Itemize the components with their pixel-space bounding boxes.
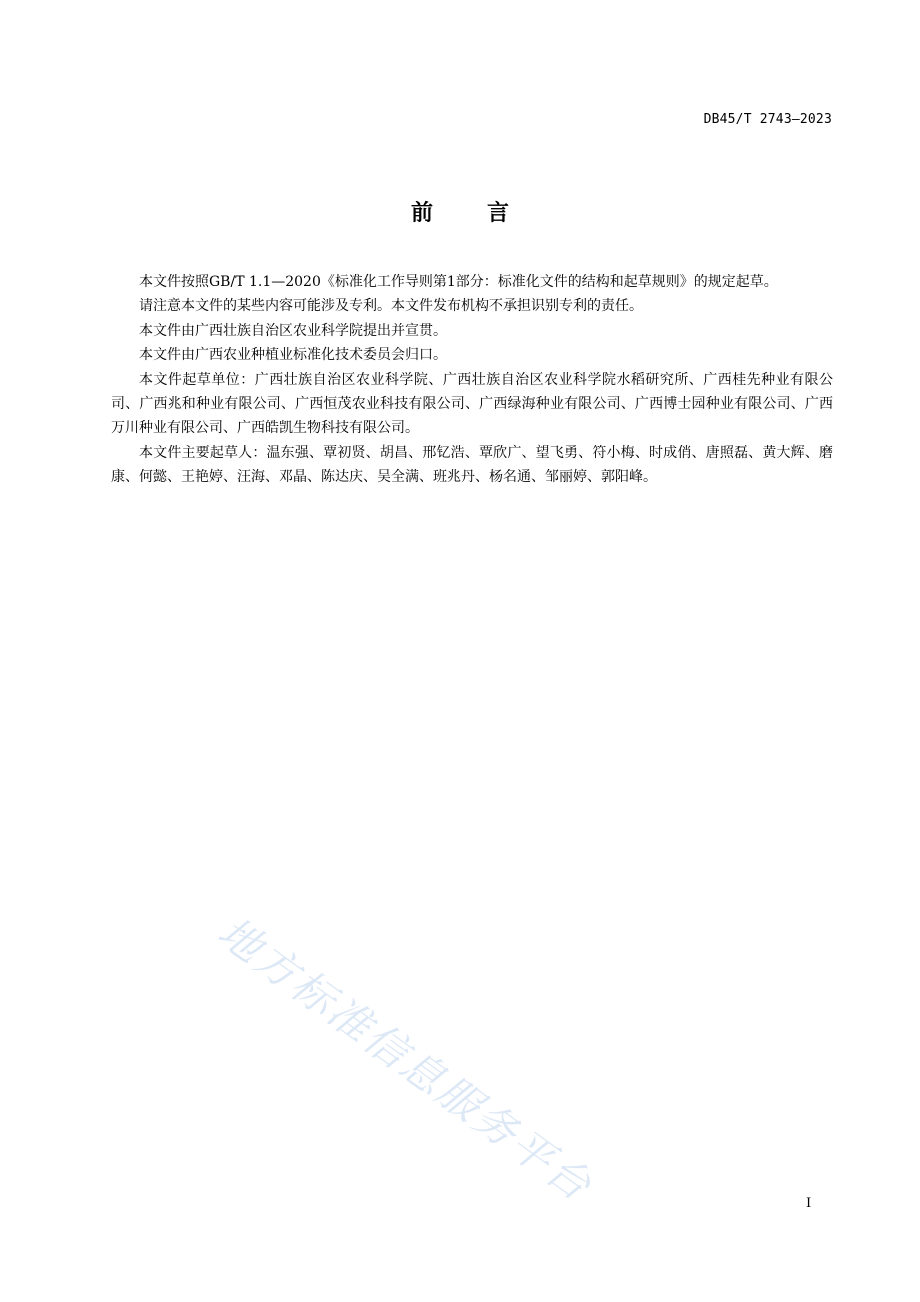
foreword-body	[111, 270, 833, 490]
paragraph-drafters: 本文件主要起草人：温东强、覃初贤、胡昌、邢钇浩、覃欣广、望飞勇、符小梅、时成俏、唐照磊、黄大辉、磨康、何懿、王艳婷、汪海、邓晶、陈达庆、吴全满、班兆丹、杨名通、邹丽婷、郭阳峰。	[111, 444, 833, 486]
paragraph-drafting-units: 本文件起草单位：广西壮族自治区农业科学院、广西壮族自治区农业科学院水稻研究所、广西桂先种业有限公司、广西兆和种业有限公司、广西恒茂农业科技有限公司、广西绿海种业有限公司、广西博士园种业有限公司、广西万川种业有限公司、广西皓凯生物科技有限公司。	[111, 371, 833, 437]
document-code: DB45/T 2743—2023	[703, 112, 832, 127]
paragraph-committee: 本文件由广西农业种植业标准化技术委员会归口。	[139, 347, 447, 364]
paragraph-drafting-rules: 本文件按照GB/T 1.1—2020《标准化工作导则第1部分：标准化文件的结构和起草规则》的规定起草。	[139, 274, 778, 290]
page-title: 前言	[410, 201, 563, 226]
watermark: 地方标准信息服务平台	[209, 907, 603, 1212]
page-number: I	[806, 1196, 812, 1211]
paragraph-patent-notice: 请注意本文件的某些内容可能涉及专利。本文件发布机构不承担识别专利的责任。	[139, 298, 643, 315]
paragraph-proposer: 本文件由广西壮族自治区农业科学院提出并宣贯。	[139, 322, 447, 339]
